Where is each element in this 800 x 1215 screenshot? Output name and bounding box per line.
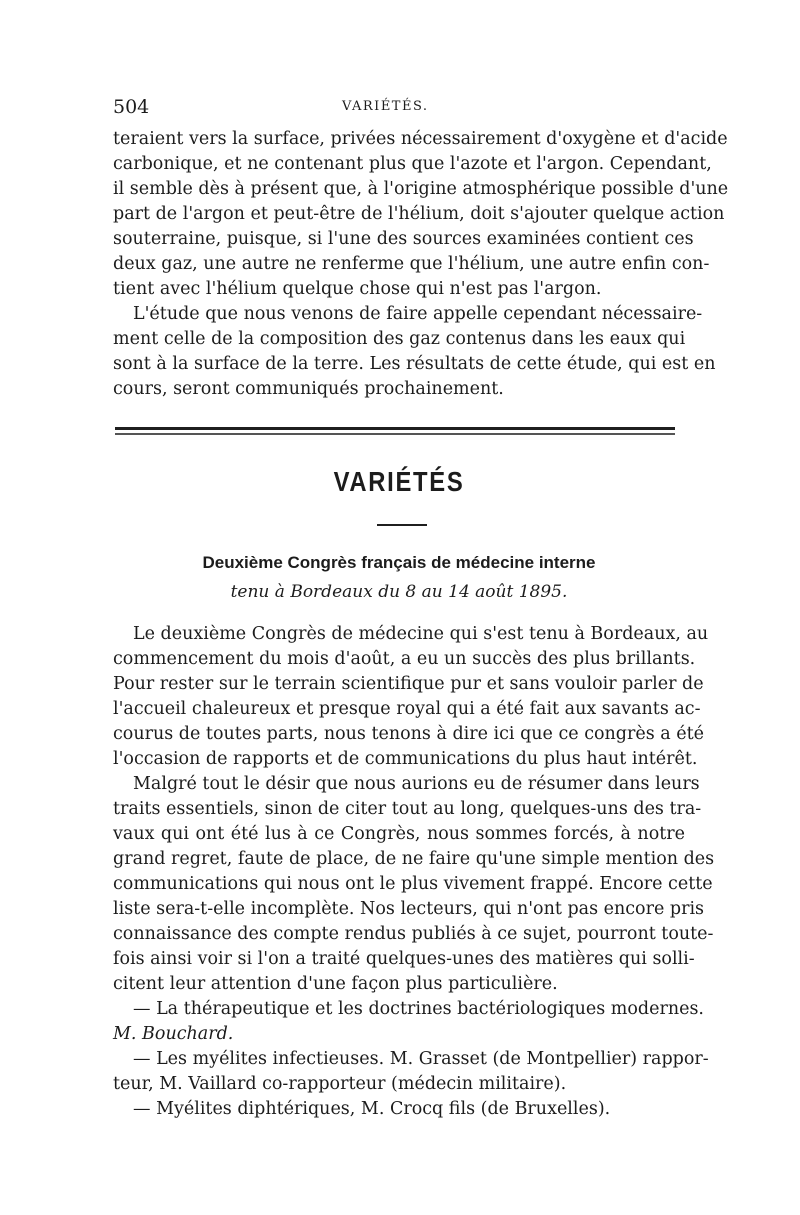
page-number: 504 (113, 96, 150, 118)
text-line: teraient vers la surface, privées nécessairement d'oxygène et d'acide (113, 129, 728, 149)
text-line: il semble dès à présent que, à l'origine atmosphérique possible d'une (113, 179, 729, 199)
text-line: M. Bouchard. (113, 1024, 234, 1044)
text-line: traits essentiels, sinon de citer tout au long, quelques-uns des tra- (113, 799, 702, 819)
text-line: deux gaz, une autre ne renferme que l'hélium, une autre enfin con- (113, 254, 710, 274)
text-line: carbonique, et ne contenant plus que l'azote et l'argon. Cependant, (113, 154, 712, 174)
text-line: part de l'argon et peut-être de l'hélium, doit s'ajouter quelque action (113, 204, 725, 224)
text-line: connaissance des compte rendus publiés à ce sujet, pourront toute- (113, 924, 714, 944)
text-line: — Myélites diphtériques, M. Crocq fils (de Bruxelles). (133, 1099, 611, 1119)
text-line: teur, M. Vaillard co-rapporteur (médecin militaire). (113, 1074, 567, 1094)
congress-subtitle: tenu à Bordeaux du 8 au 14 août 1895. (230, 582, 568, 602)
text-line: grand regret, faute de place, de ne faire qu'une simple mention des (113, 849, 715, 869)
text-line: Pour rester sur le terrain scientifique pur et sans vouloir parler de (113, 674, 704, 694)
text-line: vaux qui ont été lus à ce Congrès, nous sommes forcés, à notre (113, 824, 685, 844)
text-line: communications qui nous ont le plus vivement frappé. Encore cette (113, 874, 713, 894)
title-rule (377, 524, 427, 526)
text-line: — Les myélites infectieuses. M. Grasset (de Montpellier) rappor- (133, 1049, 709, 1069)
text-line: souterraine, puisque, si l'une des sources examinées contient ces (113, 229, 694, 249)
running-head: VARIÉTÉS. (342, 99, 429, 114)
text-line: l'accueil chaleureux et presque royal qui a été fait aux savants ac- (113, 699, 701, 719)
text-line: — La thérapeutique et les doctrines bactériologiques modernes. (133, 999, 704, 1019)
text-line: sont à la surface de la terre. Les résultats de cette étude, qui est en (113, 354, 716, 374)
text-line: courus de toutes parts, nous tenons à dire ici que ce congrès a été (113, 724, 705, 744)
section-divider-thin (115, 433, 675, 435)
text-line: fois ainsi voir si l'on a traité quelques-unes des matières qui solli- (113, 949, 695, 969)
text-line: Le deuxième Congrès de médecine qui s'est tenu à Bordeaux, au (133, 624, 709, 644)
section-divider-thick (115, 427, 675, 430)
text-line: cours, seront communiqués prochainement. (113, 379, 504, 399)
text-line: L'étude que nous venons de faire appelle cependant nécessaire- (133, 304, 703, 324)
text-line: ment celle de la composition des gaz contenus dans les eaux qui (113, 329, 686, 349)
text-line: Malgré tout le désir que nous aurions eu de résumer dans leurs (133, 774, 700, 794)
text-line: liste sera-t-elle incomplète. Nos lecteurs, qui n'ont pas encore pris (113, 899, 705, 919)
page-header (113, 96, 685, 120)
section-title: VARIÉTÉS (333, 466, 465, 497)
text-line: commencement du mois d'août, a eu un succès des plus brillants. (113, 649, 696, 669)
text-line: l'occasion de rapports et de communications du plus haut intérêt. (113, 749, 698, 769)
congress-title: Deuxième Congrès français de médecine interne (202, 553, 596, 572)
text-line: tient avec l'hélium quelque chose qui n'est pas l'argon. (113, 279, 602, 299)
text-line: citent leur attention d'une façon plus particulière. (113, 974, 558, 994)
